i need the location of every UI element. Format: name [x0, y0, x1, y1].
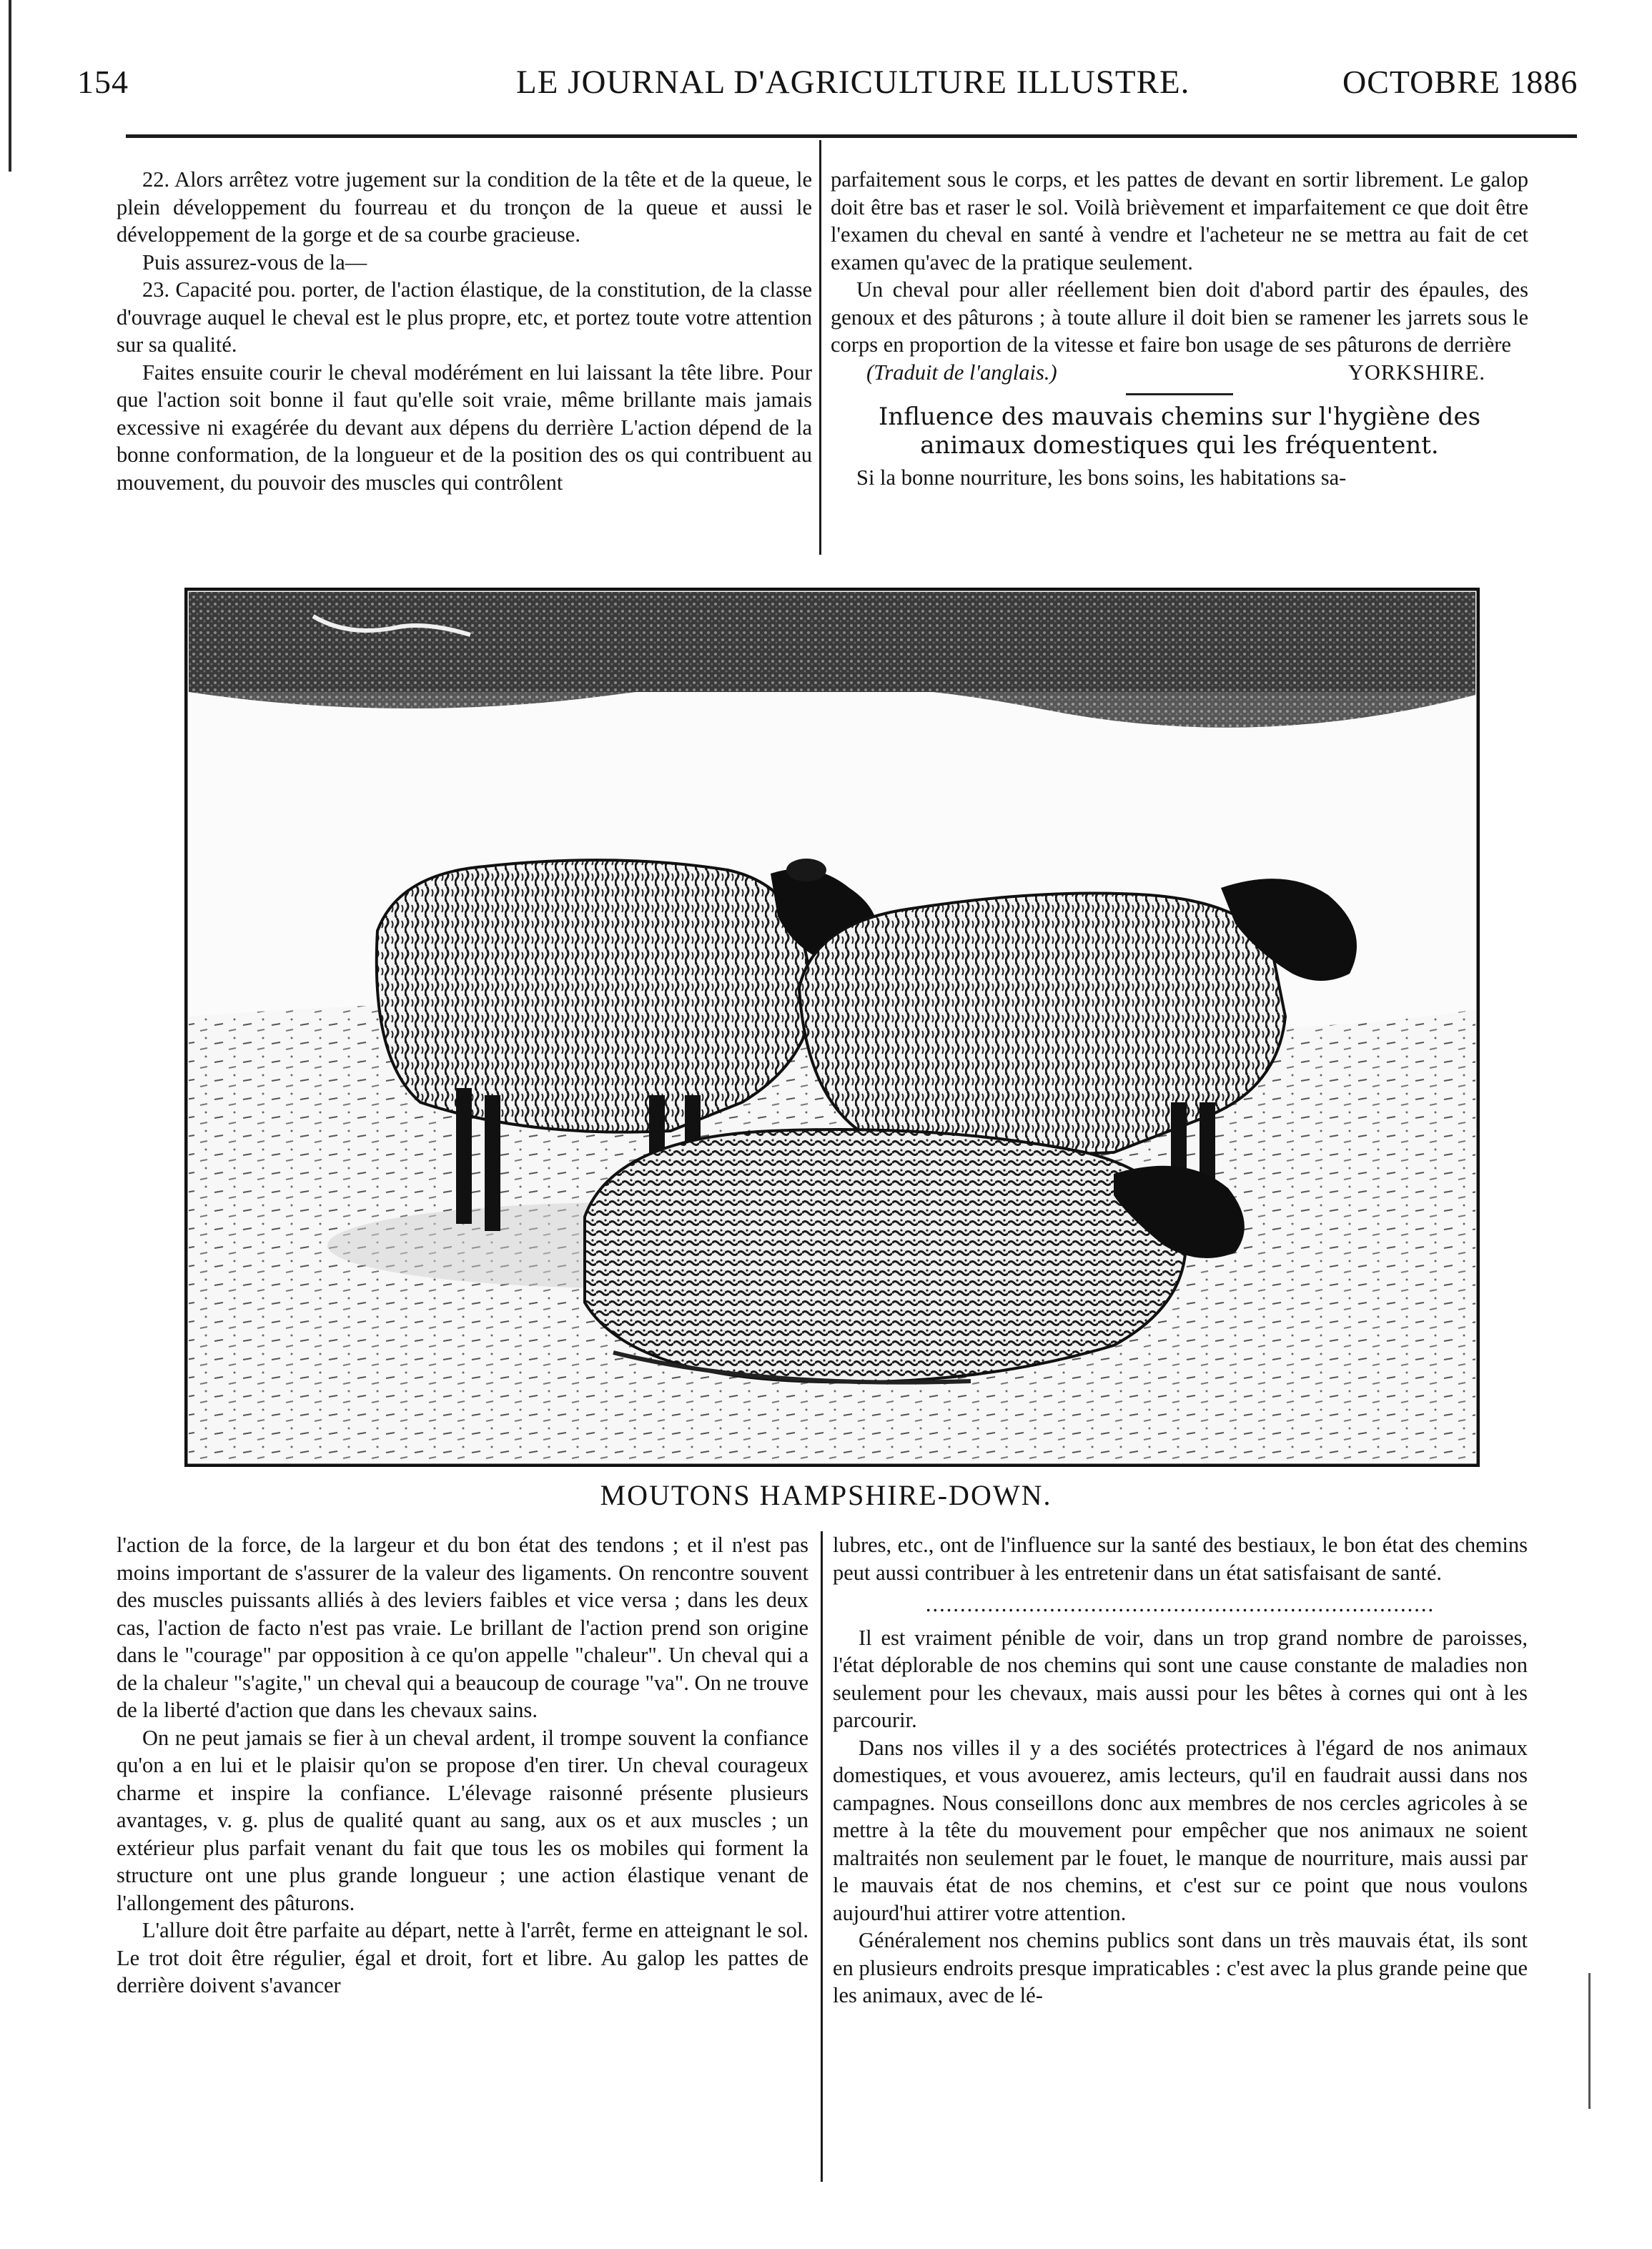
column-divider: [819, 140, 821, 555]
sheep-illustration: [184, 588, 1480, 1467]
translation-note: (Traduit de l'anglais.): [866, 360, 1057, 385]
illustration-caption: MOUTONS HAMPSHIRE-DOWN.: [600, 1479, 1052, 1511]
paragraph: l'action de la force, de la largeur et du bon état des tendons ; et il n'est pas moins important de s'assurer de la valeur des ligaments. On rencontre souvent des muscles puissants alliés à des leviers faibles et vice versa ; dans les deux cas, l'action de facto n'est pas vraie. Le brillant de l'action prend son origine dans le "courage" par opposition à ce qu'on appelle "chaleur". Un cheval qui a de la chaleur "s'agite," un cheval qui a beaucoup de courage "va". On ne trouve de la liberté d'action que dans les chevaux sains.: [117, 1533, 808, 1722]
paragraph: Généralement nos chemins publics sont dans un très mauvais état, ils sont en plusieurs endroits presque impraticables : c'est avec la plus grande peine que les animaux, avec de lé-: [833, 1928, 1528, 2007]
scan-edge-mark: [9, 0, 11, 172]
issue-date: OCTOBRE 1886: [1342, 64, 1578, 100]
paragraph: lubres, etc., ont de l'influence sur la santé des bestiaux, le bon état des chemins peut aussi contribuer à les entretenir dans un état satisfaisant de santé.: [833, 1533, 1528, 1585]
scan-edge-mark: [1588, 1973, 1591, 2109]
article-separator: [1126, 393, 1233, 395]
article2-title: Influence des mauvais chemins sur l'hygiène des animaux domestiques qui les fréquentent.: [878, 402, 1481, 460]
paragraph: parfaitement sous le corps, et les pattes de devant en sortir librement. Le galop doit être bas et raser le sol. Voilà brièvement et imparfaitement ce que doit être l'examen du cheval en santé à vendre et l'acheteur ne se mettra au fait de cet examen qu'avec de la pratique seulement.: [831, 167, 1528, 275]
paragraph: L'allure doit être parfaite au départ, nette à l'arrêt, ferme en atteignant le sol. Le trot doit être régulier, égal et droit, fort et libre. Au galop les pattes de derrière doivent s'avancer: [117, 1918, 808, 1997]
column-divider: [821, 1531, 823, 2182]
article1-column-top-right: [831, 166, 1528, 492]
paragraph: Dans nos villes il y a des sociétés protectrices à l'égard de nos animaux domestiques, et vous avouerez, amis lecteurs, qu'il en faudrait aussi dans nos campagnes. Nous conseillons donc aux membres de nos cercles agricoles à se mettre à la tête du mouvement pour empêcher que nos animaux ne soient maltraités non seulement par le fouet, le manque de nourriture, mais aussi par le mauvais état de nos chemins, et c'est sur ce point que nous voulons aujourd'hui attirer votre attention.: [833, 1735, 1528, 1925]
header-rule: [126, 134, 1577, 138]
article2-column-bottom-right: [833, 1531, 1528, 2010]
article1-column-top-left: [117, 166, 812, 496]
paragraph: Faites ensuite courir le cheval modérément en lui laissant la tête libre. Pour que l'action soit bonne il faut qu'elle soit vraie, même brillante mais jamais excessive ni exagérée du devant aux dépens du derrière L'action dépend de la bonne conformation, de la longueur et de la position des os qui contribuent au mouvement, du pouvoir des muscles qui contrôlent: [117, 360, 812, 495]
paragraph: 23. Capacité pou. porter, de l'action élastique, de la constitution, de la classe d'ouvrage auquel le cheval est le plus propre, etc, et portez toute votre attention sur sa qualité.: [117, 277, 812, 357]
page-number: 154: [77, 64, 129, 100]
paragraph: On ne peut jamais se fier à un cheval ardent, il trompe souvent la confiance qu'on a en lui et le plaisir qu'on se propose d'en tirer. Un cheval courageux charme et inspire la confiance. L'élevage raisonné présente plusieurs avantages, v. g. plus de qualité quant au sang, aux os et aux muscles ; un extérieur plus parfait venant du fait que tous les os mobiles qui forment la structure ont une plus grande longueur ; une action élastique venant de l'allongement des pâturons.: [117, 1725, 808, 1915]
author-name: YORKSHIRE.: [1347, 360, 1485, 385]
paragraph: Un cheval pour aller réellement bien doit d'abord partir des épaules, des genoux et des pâturons ; à toute allure il doit bien se ramener les jarrets sous le corps en proportion de la vitesse et faire bon usage de ses pâturons de derrière: [831, 277, 1528, 357]
paragraph: Si la bonne nourriture, les bons soins, les habitations sa-: [856, 465, 1347, 490]
paragraph: Puis assurez-vous de la—: [142, 249, 367, 275]
sheep-engraving: [184, 588, 1480, 1467]
journal-title: LE JOURNAL D'AGRICULTURE ILLUSTRE.: [516, 64, 1190, 101]
dotted-separator: ..........................................................................: [925, 1592, 1435, 1616]
paragraph: 22. Alors arrêtez votre jugement sur la condition de la tête et de la queue, le plein développement du fourreau et du tronçon de la queue et aussi le développement de la gorge et de sa courbe gracieuse.: [117, 167, 812, 247]
paragraph: Il est vraiment pénible de voir, dans un trop grand nombre de paroisses, l'état déplorable de nos chemins qui sont une cause constante de maladies non seulement pour les chevaux, mais aussi pour les bêtes à cornes qui ont à les parcourir.: [833, 1625, 1528, 1732]
article1-column-bottom-left: [117, 1531, 808, 2000]
article-signature: [831, 359, 1528, 387]
